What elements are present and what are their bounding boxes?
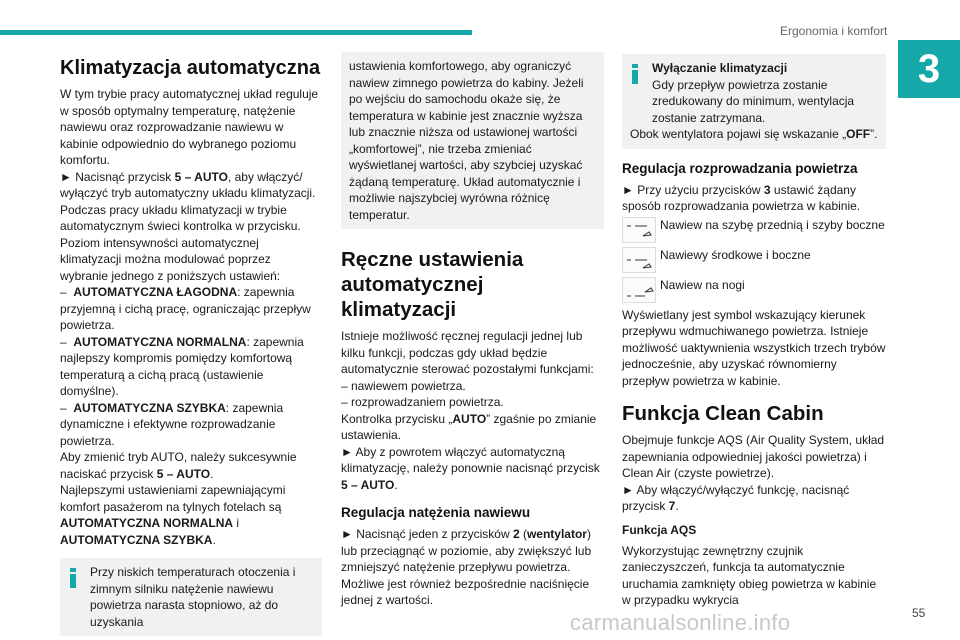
heading-air-flow: Regulacja natężenia nawiewu [341,505,531,520]
mode-center-side-label: Nawiewy środkowe i boczne [660,247,811,262]
heading-manual-settings: Ręczne ustawienia automatycznej klimatyzacji [341,248,524,321]
paragraph-distribution-buttons: ► Przy użyciu przycisków 3 ustawić żądany sposób rozprowadzania powietrza w kabinie. [622,182,861,213]
column-2 [341,52,604,609]
watermark: carmanualsonline.info [570,610,791,635]
paragraph-clean-cabin: Obejmuje funkcje AQS (Air Quality System, układ zapewniania odpowiedniej jakości powietrza) i Clean Air (czyste powietrze). [622,433,885,480]
center-vents-airflow-icon [622,247,656,273]
list-item-air-flow: – nawiewem powietrza. [341,378,466,393]
heading-air-distribution: Regulacja rozprowadzania powietrza [622,160,858,176]
heading-aqs: Funkcja AQS [622,522,697,537]
heading-clean-cabin: Funkcja Clean Cabin [622,402,824,425]
windscreen-airflow-icon [622,217,656,243]
mode-feet [622,277,886,303]
column-3 [622,54,886,609]
info-title-ac-off: Wyłączanie klimatyzacji [652,61,788,75]
mode-center-side [622,247,886,273]
info-text-continued: ustawienia komfortowego, aby ograniczyć nawiew zimnego powietrza do kabiny. Jeżeli po wejściu do samochodu okaże się, że temperatura w kabinie jest znacznie wyższa lub znacznie niższa od ustawionej wartości „komfortowej”, nie trzeba zmieniać wyświetlanej wartości, aby szybciej uzyskać żądaną temperaturę. Układ automatycznie i możliwie najszybciej wyrówna różnicę temperatur. [349,59,584,222]
paragraph-intro: W tym trybie pracy automatycznej układ reguluje w sposób optymalny temperaturę, natężenie nawiewu oraz rozprowadzanie nawiewu w kabinie odpowiednio do wybranego poziomu komfortu. [60,87,319,167]
paragraph-clean-cabin-button: ► Aby włączyć/wyłączyć funkcję, nacisnąć przycisk 7. [622,482,850,513]
info-text-off-label: Obok wentylatora pojawi się wskazanie „OFF”. [630,127,878,141]
info-text-ac-off: Gdy przepływ powietrza zostanie zredukowany do minimum, wentylacja zostanie zatrzymana. [652,77,855,125]
page-number: 55 [912,606,926,620]
list-item-air-distribution: – rozprowadzaniem powietrza. [341,395,504,409]
option-fast: – AUTOMATYCZNA SZYBKA: zapewnia dynamiczne i efektywne rozprowadzanie powietrza. [60,400,284,448]
mode-windscreen [622,217,886,243]
paragraph-aqs: Wykorzystując zewnętrzny czujnik zanieczyszczeń, funkcja ta automatycznie uruchamia zamknięty obieg powietrza w kabinie w przypadku wykrycia [622,543,877,607]
info-icon [70,568,76,588]
paragraph-air-flow: ► Nacisnąć jeden z przycisków 2 (wentylator) lub przeciągnąć w poziomie, aby zwiększyć lub zmniejszyć natężenie przepływu powietrza. Możliwe jest również bezpośrednie naciśnięcie jednej z wartości. [341,527,592,607]
info-icon [632,64,638,84]
paragraph-change-mode: Aby zmienić tryb AUTO, należy sukcesywnie naciskać przycisk 5 – AUTO. [60,450,297,481]
paragraph-auto-on-again: ► Aby z powrotem włączyć automatyczną klimatyzację, należy ponownie nacisnąć przycisk 5 – AUTO. [341,444,600,492]
mode-windscreen-label: Nawiew na szybę przednią i szyby boczne [660,217,885,232]
column-1 [60,54,322,636]
header-accent-bar [0,30,472,35]
info-box-low-temp [60,558,322,636]
chapter-number: 3 [898,40,960,98]
option-soft: – AUTOMATYCZNA ŁAGODNA: zapewnia przyjemną i cichą pracę, ograniczając przepływ powietrza. [60,285,311,332]
heading-automatic-ac: Klimatyzacja automatyczna [60,57,321,79]
info-text-low-temp: Przy niskich temperaturach otoczenia i zimnym silniku natężenie nawiewu powietrza narasta stopniowo, aż do uzyskania [90,565,296,629]
paragraph-rear-comfort: Najlepszymi ustawieniami zapewniającymi komfort pasażerom na tylnych fotelach są AUTOMATYCZNA NORMALNA i AUTOMATYCZNA SZYBKA. [60,483,286,547]
section-title: Ergonomia i komfort [780,24,888,38]
paragraph-auto-off: Kontrolka przycisku „AUTO” zgaśnie po zmianie ustawienia. [341,411,597,442]
paragraph-distribution-symbol: Wyświetlany jest symbol wskazujący kierunek przepływu wdmuchiwanego powietrza. Istnieje możliwość uaktywnienia wszystkich trzech trybów jednocześnie, aby uzyskać równomierny przepływ powietrza w kabinie. [622,307,886,388]
mode-feet-label: Nawiew na nogi [660,277,745,292]
option-normal: – AUTOMATYCZNA NORMALNA: zapewnia najlepszy kompromis pomiędzy komfortową temperaturą a cichą pracą (ustawienie domyślne). [60,334,304,398]
info-box-ac-off [622,54,886,149]
paragraph-manual-intro: Istnieje możliwość ręcznej regulacji jednej lub kilku funkcji, podczas gdy układ będzie automatycznie sterować pozostałymi funkcjami: [341,329,594,376]
paragraph-auto-button: ► Nacisnąć przycisk 5 – AUTO, aby włączyć/ wyłączyć tryb automatyczny układu klimatyzacji. Podczas pracy układu klimatyzacji w trybie automatycznym świeci kontrolka w przycisku. Poziom intensywności automatycznej klimatyzacji można modulować poprzez wybranie jednego z poniższych ustawień: [60,169,316,283]
info-box-continued [341,52,604,229]
footwell-airflow-icon [622,277,656,303]
